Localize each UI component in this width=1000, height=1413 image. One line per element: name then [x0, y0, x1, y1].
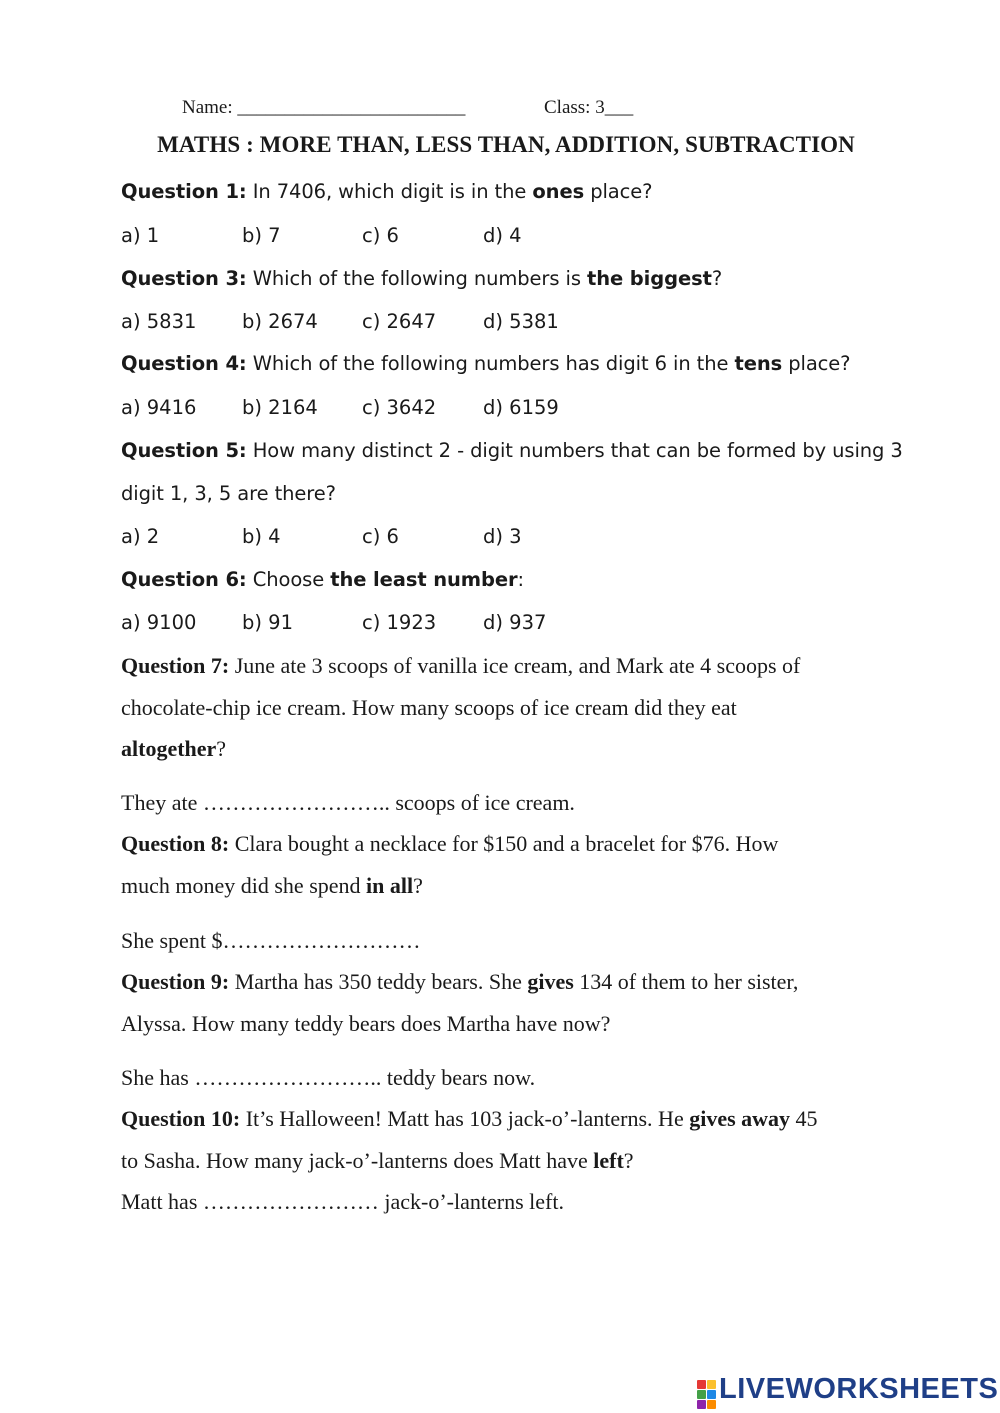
question-9-line-2: Alyssa. How many teddy bears does Martha have now? — [121, 1011, 611, 1036]
q1-option-a[interactable]: a) 1 — [121, 224, 160, 247]
class-field — [544, 97, 633, 119]
keyword: gives away — [689, 1106, 791, 1131]
logo-block — [707, 1390, 716, 1399]
q3-option-d[interactable]: d) 5381 — [483, 310, 559, 333]
question-3: Question 3: Which of the following numbers is the biggest? — [121, 267, 723, 290]
question-7: Question 7: June ate 3 scoops of vanilla ice cream, and Mark ate 4 scoops of — [121, 653, 801, 678]
question-label: Question 7: — [121, 653, 230, 678]
keyword: the biggest — [586, 267, 712, 290]
question-10: Question 10: It’s Halloween! Matt has 103 jack-o’-lanterns. He gives away 45 — [121, 1106, 818, 1131]
q3-option-b[interactable]: b) 2674 — [242, 310, 318, 333]
q1-option-d[interactable]: d) 4 — [483, 224, 522, 247]
question-10-answer[interactable]: Matt has …………………… jack-o’-lanterns left. — [121, 1189, 564, 1214]
keyword: ones — [532, 180, 585, 203]
question-10-line-2: to Sasha. How many jack-o’-lanterns does Matt have left? — [121, 1148, 634, 1173]
q6-option-d[interactable]: d) 937 — [483, 611, 547, 634]
question-label: Question 1: — [121, 180, 247, 203]
q4-option-b[interactable]: b) 2164 — [242, 396, 318, 419]
q4-option-d[interactable]: d) 6159 — [483, 396, 559, 419]
q5-option-a[interactable]: a) 2 — [121, 525, 160, 548]
q5-option-d[interactable]: d) 3 — [483, 525, 522, 548]
name-field — [182, 97, 465, 119]
question-7-answer[interactable]: They ate …………………….. scoops of ice cream. — [121, 790, 575, 815]
page-title: MATHS : MORE THAN, LESS THAN, ADDITION, SUBTRACTION — [157, 132, 855, 157]
question-5-line-2: digit 1, 3, 5 are there? — [121, 482, 336, 505]
q6-option-c[interactable]: c) 1923 — [362, 611, 437, 634]
question-5: Question 5: How many distinct 2 - digit numbers that can be formed by using 3 — [121, 439, 903, 462]
logo-block — [697, 1390, 706, 1399]
q1-option-b[interactable]: b) 7 — [242, 224, 281, 247]
q6-option-b[interactable]: b) 91 — [242, 611, 293, 634]
keyword: altogether — [121, 736, 217, 761]
question-9: Question 9: Martha has 350 teddy bears. She gives 134 of them to her sister, — [121, 969, 799, 994]
question-7-line-3: altogether? — [121, 736, 227, 761]
logo-block — [707, 1400, 716, 1409]
question-label: Question 10: — [121, 1106, 241, 1131]
q4-option-c[interactable]: c) 3642 — [362, 396, 437, 419]
logo-block — [707, 1380, 716, 1389]
question-label: Question 4: — [121, 352, 247, 375]
question-label: Question 8: — [121, 831, 230, 856]
brand-wordmark: LIVEWORKSHEETS — [719, 1373, 999, 1405]
keyword: tens — [734, 352, 783, 375]
name-blank[interactable]: ________________________ — [237, 97, 466, 118]
question-label: Question 6: — [121, 568, 247, 591]
q5-option-b[interactable]: b) 4 — [242, 525, 281, 548]
q1-option-c[interactable]: c) 6 — [362, 224, 399, 247]
question-label: Question 3: — [121, 267, 247, 290]
q3-option-a[interactable]: a) 5831 — [121, 310, 197, 333]
class-label: Class: 3 — [544, 97, 605, 118]
q4-option-a[interactable]: a) 9416 — [121, 396, 197, 419]
question-1: Question 1: In 7406, which digit is in the ones place? — [121, 180, 653, 203]
q5-option-c[interactable]: c) 6 — [362, 525, 399, 548]
question-9-answer[interactable]: She has …………………….. teddy bears now. — [121, 1065, 536, 1090]
question-6: Question 6: Choose the least number: — [121, 568, 525, 591]
question-4: Question 4: Which of the following numbers has digit 6 in the tens place? — [121, 352, 851, 375]
question-8: Question 8: Clara bought a necklace for $150 and a bracelet for $76. How — [121, 831, 779, 856]
class-blank[interactable]: ___ — [604, 97, 634, 118]
q3-option-c[interactable]: c) 2647 — [362, 310, 437, 333]
keyword: in all — [366, 873, 414, 898]
name-label: Name: — [182, 97, 238, 118]
logo-block — [697, 1400, 706, 1409]
brand-logo-icon — [697, 1380, 716, 1409]
logo-block — [697, 1380, 706, 1389]
q6-option-a[interactable]: a) 9100 — [121, 611, 197, 634]
keyword: the least number — [330, 568, 518, 591]
question-label: Question 9: — [121, 969, 230, 994]
question-8-answer[interactable]: She spent $……………………… — [121, 928, 421, 953]
question-7-line-2: chocolate-chip ice cream. How many scoops of ice cream did they eat — [121, 695, 737, 720]
question-label: Question 5: — [121, 439, 247, 462]
keyword: left — [593, 1148, 624, 1173]
question-8-line-2: much money did she spend in all? — [121, 873, 423, 898]
keyword: gives — [527, 969, 574, 994]
